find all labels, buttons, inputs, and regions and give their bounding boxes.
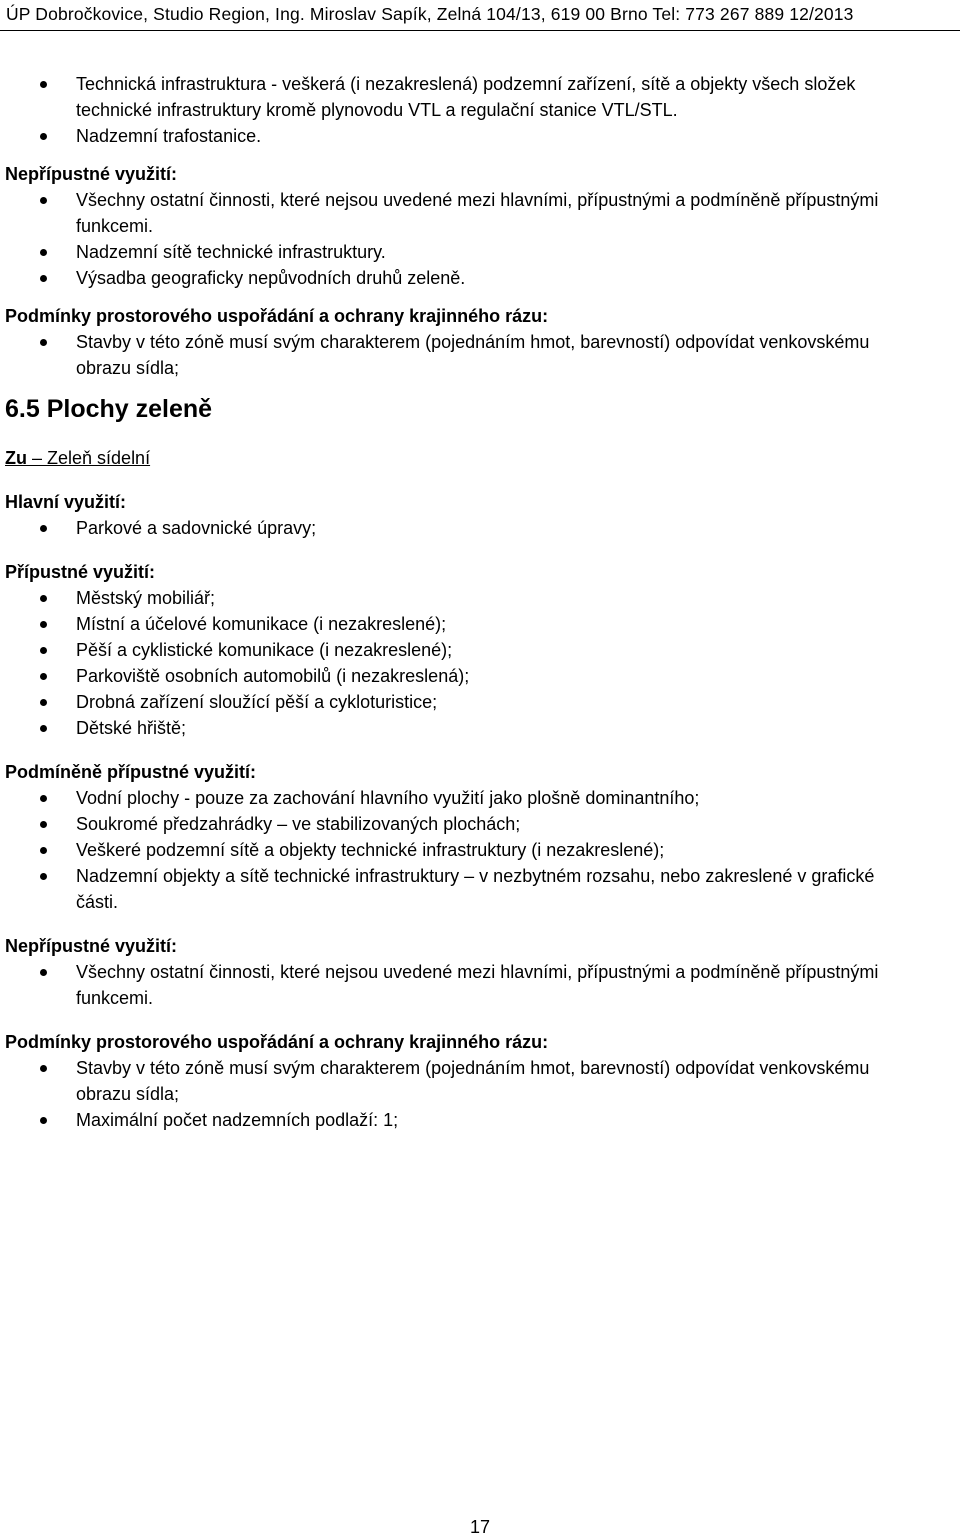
list-item: Stavby v této zóně musí svým charakterem (pojednáním hmot, barevností) odpovídat venkovskému obrazu sídla; — [0, 329, 960, 381]
main-use-list — [0, 515, 960, 541]
section-heading-conditional-use: Podmíněně přípustné využití: — [5, 762, 257, 782]
list-item: Drobná zařízení sloužící pěší a cykloturistice; — [0, 689, 960, 715]
list-item: Parkové a sadovnické úpravy; — [0, 515, 960, 541]
document-body — [0, 71, 960, 1133]
zone-title — [0, 445, 960, 471]
bullet-icon — [40, 725, 47, 732]
bullet-icon — [40, 339, 47, 346]
zone-code: Zu — [5, 448, 27, 468]
forbidden-use-zu-list — [0, 959, 960, 1011]
list-item: Technická infrastruktura - veškerá (i nezakreslená) podzemní zařízení, sítě a objekty všech složek technické infrastruktury kromě plynovodu VTL a regulační stanice VTL/STL. — [0, 71, 960, 123]
bullet-icon — [40, 699, 47, 706]
list-item: Parkoviště osobních automobilů (i nezakreslená); — [0, 663, 960, 689]
list-item: Nadzemní objekty a sítě technické infrastruktury – v nezbytném rozsahu, nebo zakreslené v grafické části. — [0, 863, 960, 915]
forbidden-use-list — [0, 187, 960, 291]
list-item: Veškeré podzemní sítě a objekty technické infrastruktury (i nezakreslené); — [0, 837, 960, 863]
spatial-conditions-list — [0, 329, 960, 381]
page-number: 17 — [469, 1517, 491, 1537]
list-item: Všechny ostatní činnosti, které nejsou uvedené mezi hlavními, přípustnými a podmíněně přípustnými funkcemi. — [0, 959, 960, 1011]
chapter-title: 6.5 Plochy zeleně — [5, 395, 213, 423]
bullet-icon — [40, 595, 47, 602]
bullet-icon — [40, 969, 47, 976]
section-heading-spatial-conditions: Podmínky prostorového uspořádání a ochrany krajinného rázu: — [5, 306, 549, 326]
bullet-icon — [40, 647, 47, 654]
list-item: Místní a účelové komunikace (i nezakreslené); — [0, 611, 960, 637]
list-item: Stavby v této zóně musí svým charakterem (pojednáním hmot, barevností) odpovídat venkovskému obrazu sídla; — [0, 1055, 960, 1107]
bullet-icon — [40, 81, 47, 88]
bullet-icon — [40, 795, 47, 802]
bullet-icon — [40, 821, 47, 828]
list-item: Vodní plochy - pouze za zachování hlavního využití jako plošně dominantního; — [0, 785, 960, 811]
list-item: Dětské hřiště; — [0, 715, 960, 741]
bullet-icon — [40, 133, 47, 140]
list-item: Výsadba geograficky nepůvodních druhů zeleně. — [0, 265, 960, 291]
bullet-icon — [40, 847, 47, 854]
list-item: Nadzemní sítě technické infrastruktury. — [0, 239, 960, 265]
bullet-icon — [40, 197, 47, 204]
list-item: Maximální počet nadzemních podlaží: 1; — [0, 1107, 960, 1133]
bullet-icon — [40, 1117, 47, 1124]
list-item: Soukromé předzahrádky – ve stabilizovaných plochách; — [0, 811, 960, 837]
list-item: Městský mobiliář; — [0, 585, 960, 611]
list-item: Pěší a cyklistické komunikace (i nezakreslené); — [0, 637, 960, 663]
bullet-icon — [40, 621, 47, 628]
allowed-use-list — [0, 585, 960, 741]
bullet-icon — [40, 275, 47, 282]
list-item: Nadzemní trafostanice. — [0, 123, 960, 149]
bullet-icon — [40, 673, 47, 680]
section-heading-forbidden-use: Nepřípustné využití: — [5, 164, 178, 184]
spatial-conditions-zu-list — [0, 1055, 960, 1133]
header-rule — [0, 30, 960, 31]
bullet-icon — [40, 525, 47, 532]
zone-name: – Zeleň sídelní — [27, 448, 151, 468]
section-heading-spatial-conditions-zu: Podmínky prostorového uspořádání a ochrany krajinného rázu: — [5, 1032, 549, 1052]
section-heading-forbidden-use-zu: Nepřípustné využití: — [5, 936, 178, 956]
section-heading-main-use: Hlavní využití: — [5, 492, 127, 512]
page-header: ÚP Dobročkovice, Studio Region, Ing. Miroslav Sapík, Zelná 104/13, 619 00 Brno Tel: 773 267 889 12/2013 — [6, 4, 854, 24]
section-heading-allowed-use: Přípustné využití: — [5, 562, 156, 582]
list-item: Všechny ostatní činnosti, které nejsou uvedené mezi hlavními, přípustnými a podmíněně přípustnými funkcemi. — [0, 187, 960, 239]
bullet-icon — [40, 249, 47, 256]
bullet-icon — [40, 1065, 47, 1072]
infrastructure-list — [0, 71, 960, 149]
bullet-icon — [40, 873, 47, 880]
conditional-use-list — [0, 785, 960, 915]
